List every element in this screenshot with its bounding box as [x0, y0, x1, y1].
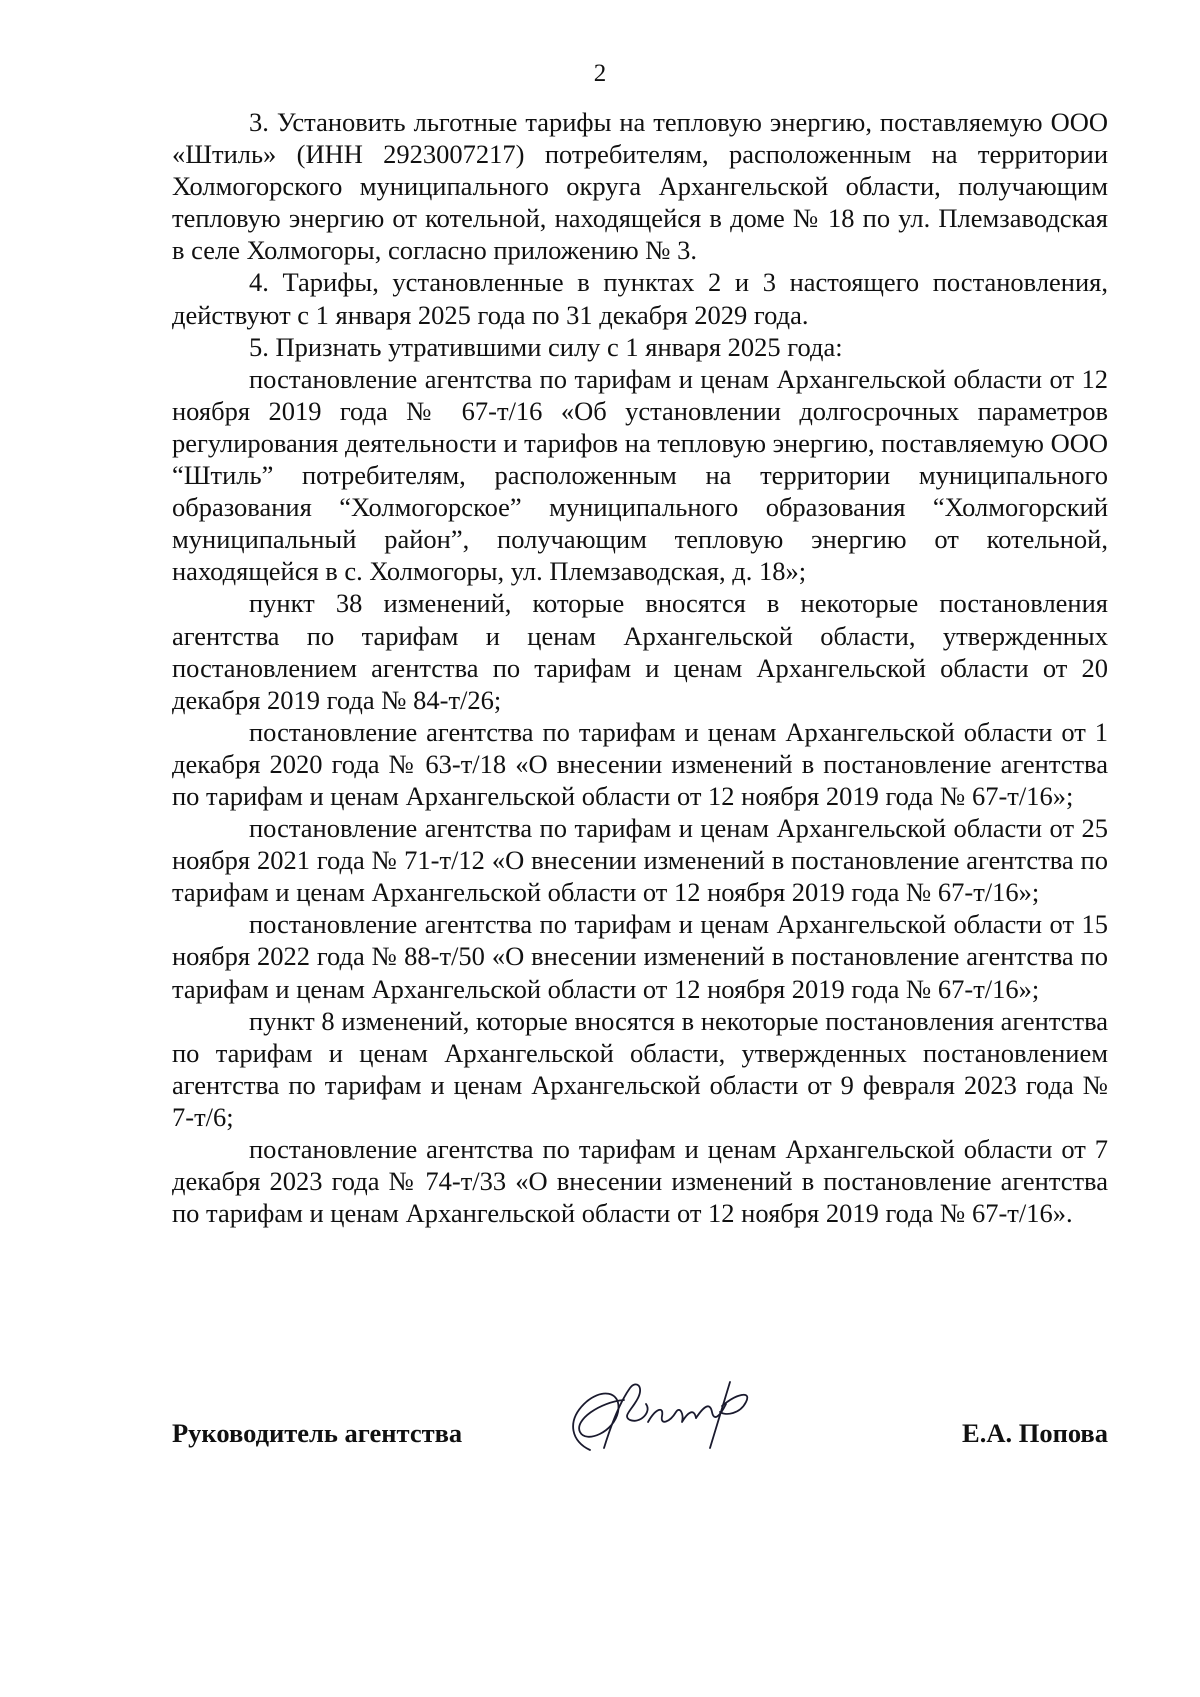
document-body [172, 106, 1108, 1229]
paragraph-item-4: 4. Тарифы, установленные в пунктах 2 и 3 настоящего постановления, действуют с 1 января 2025 года по 31 декабря 2029 года. [172, 267, 1108, 330]
repealed-act: постановление агентства по тарифам и ценам Архангельской области от 12 ноября 2019 года № 67-т/16 «Об установлении долгосрочных параметров регулирования деятельности и тарифов на тепловую энергию, поставляемую ООО “Штиль” потребителям, расположенным на территории муниципального образования “Холмогорское” муниципального образования “Холмогорский муниципальный район”, получающим тепловую энергию от котельной, находящейся в с. Холмогоры, ул. Племзаводская, д. 18»; [172, 363, 1108, 587]
repealed-act: постановление агентства по тарифам и ценам Архангельской области от 15 ноября 2022 года № 88-т/50 «О внесении изменений в постановление агентства по тарифам и ценам Архангельской области от 12 ноября 2019 года № 67-т/16»; [172, 909, 1108, 1004]
repealed-act: пункт 8 изменений, которые вносятся в некоторые постановления агентства по тарифам и ценам Архангельской области, утвержденных постановлением агентства по тарифам и ценам Архангельской области от 9 февраля 2023 года № 7-т/6; [172, 1005, 1108, 1132]
signatory-name: Е.А. Попова [962, 1418, 1108, 1448]
repealed-act: пункт 38 изменений, которые вносятся в некоторые постановления агентства по тарифам и ценам Архангельской области, утвержденных постановлением агентства по тарифам и ценам Архангельской области от 20 декабря 2019 года № 84-т/26; [172, 588, 1108, 715]
repealed-act: постановление агентства по тарифам и ценам Архангельской области от 1 декабря 2020 года № 63-т/18 «О внесении изменений в постановление агентства по тарифам и ценам Архангельской области от 12 ноября 2019 года № 67-т/16»; [172, 716, 1108, 811]
signature-block [172, 1418, 1108, 1458]
paragraph-item-3: 3. Установить льготные тарифы на тепловую энергию, поставляемую ООО «Штиль» (ИНН 2923007217) потребителям, расположенным на территории Холмогорского муниципального округа Архангельской области, получающим тепловую энергию от котельной, находящейся в доме № 18 по ул. Племзаводская в селе Холмогоры, согласно приложению № 3. [172, 107, 1108, 266]
paragraph-item-5: 5. Признать утратившими силу с 1 января 2025 года: [249, 331, 843, 362]
repealed-act: постановление агентства по тарифам и ценам Архангельской области от 7 декабря 2023 года № 74-т/33 «О внесении изменений в постановление агентства по тарифам и ценам Архангельской области от 12 ноября 2019 года № 67-т/16». [172, 1134, 1108, 1229]
page-number: 2 [593, 60, 607, 87]
signatory-position: Руководитель агентства [172, 1418, 463, 1448]
repealed-act: постановление агентства по тарифам и ценам Архангельской области от 25 ноября 2021 года № 71-т/12 «О внесении изменений в постановление агентства по тарифам и ценам Архангельской области от 12 ноября 2019 года № 67-т/16»; [172, 813, 1108, 908]
